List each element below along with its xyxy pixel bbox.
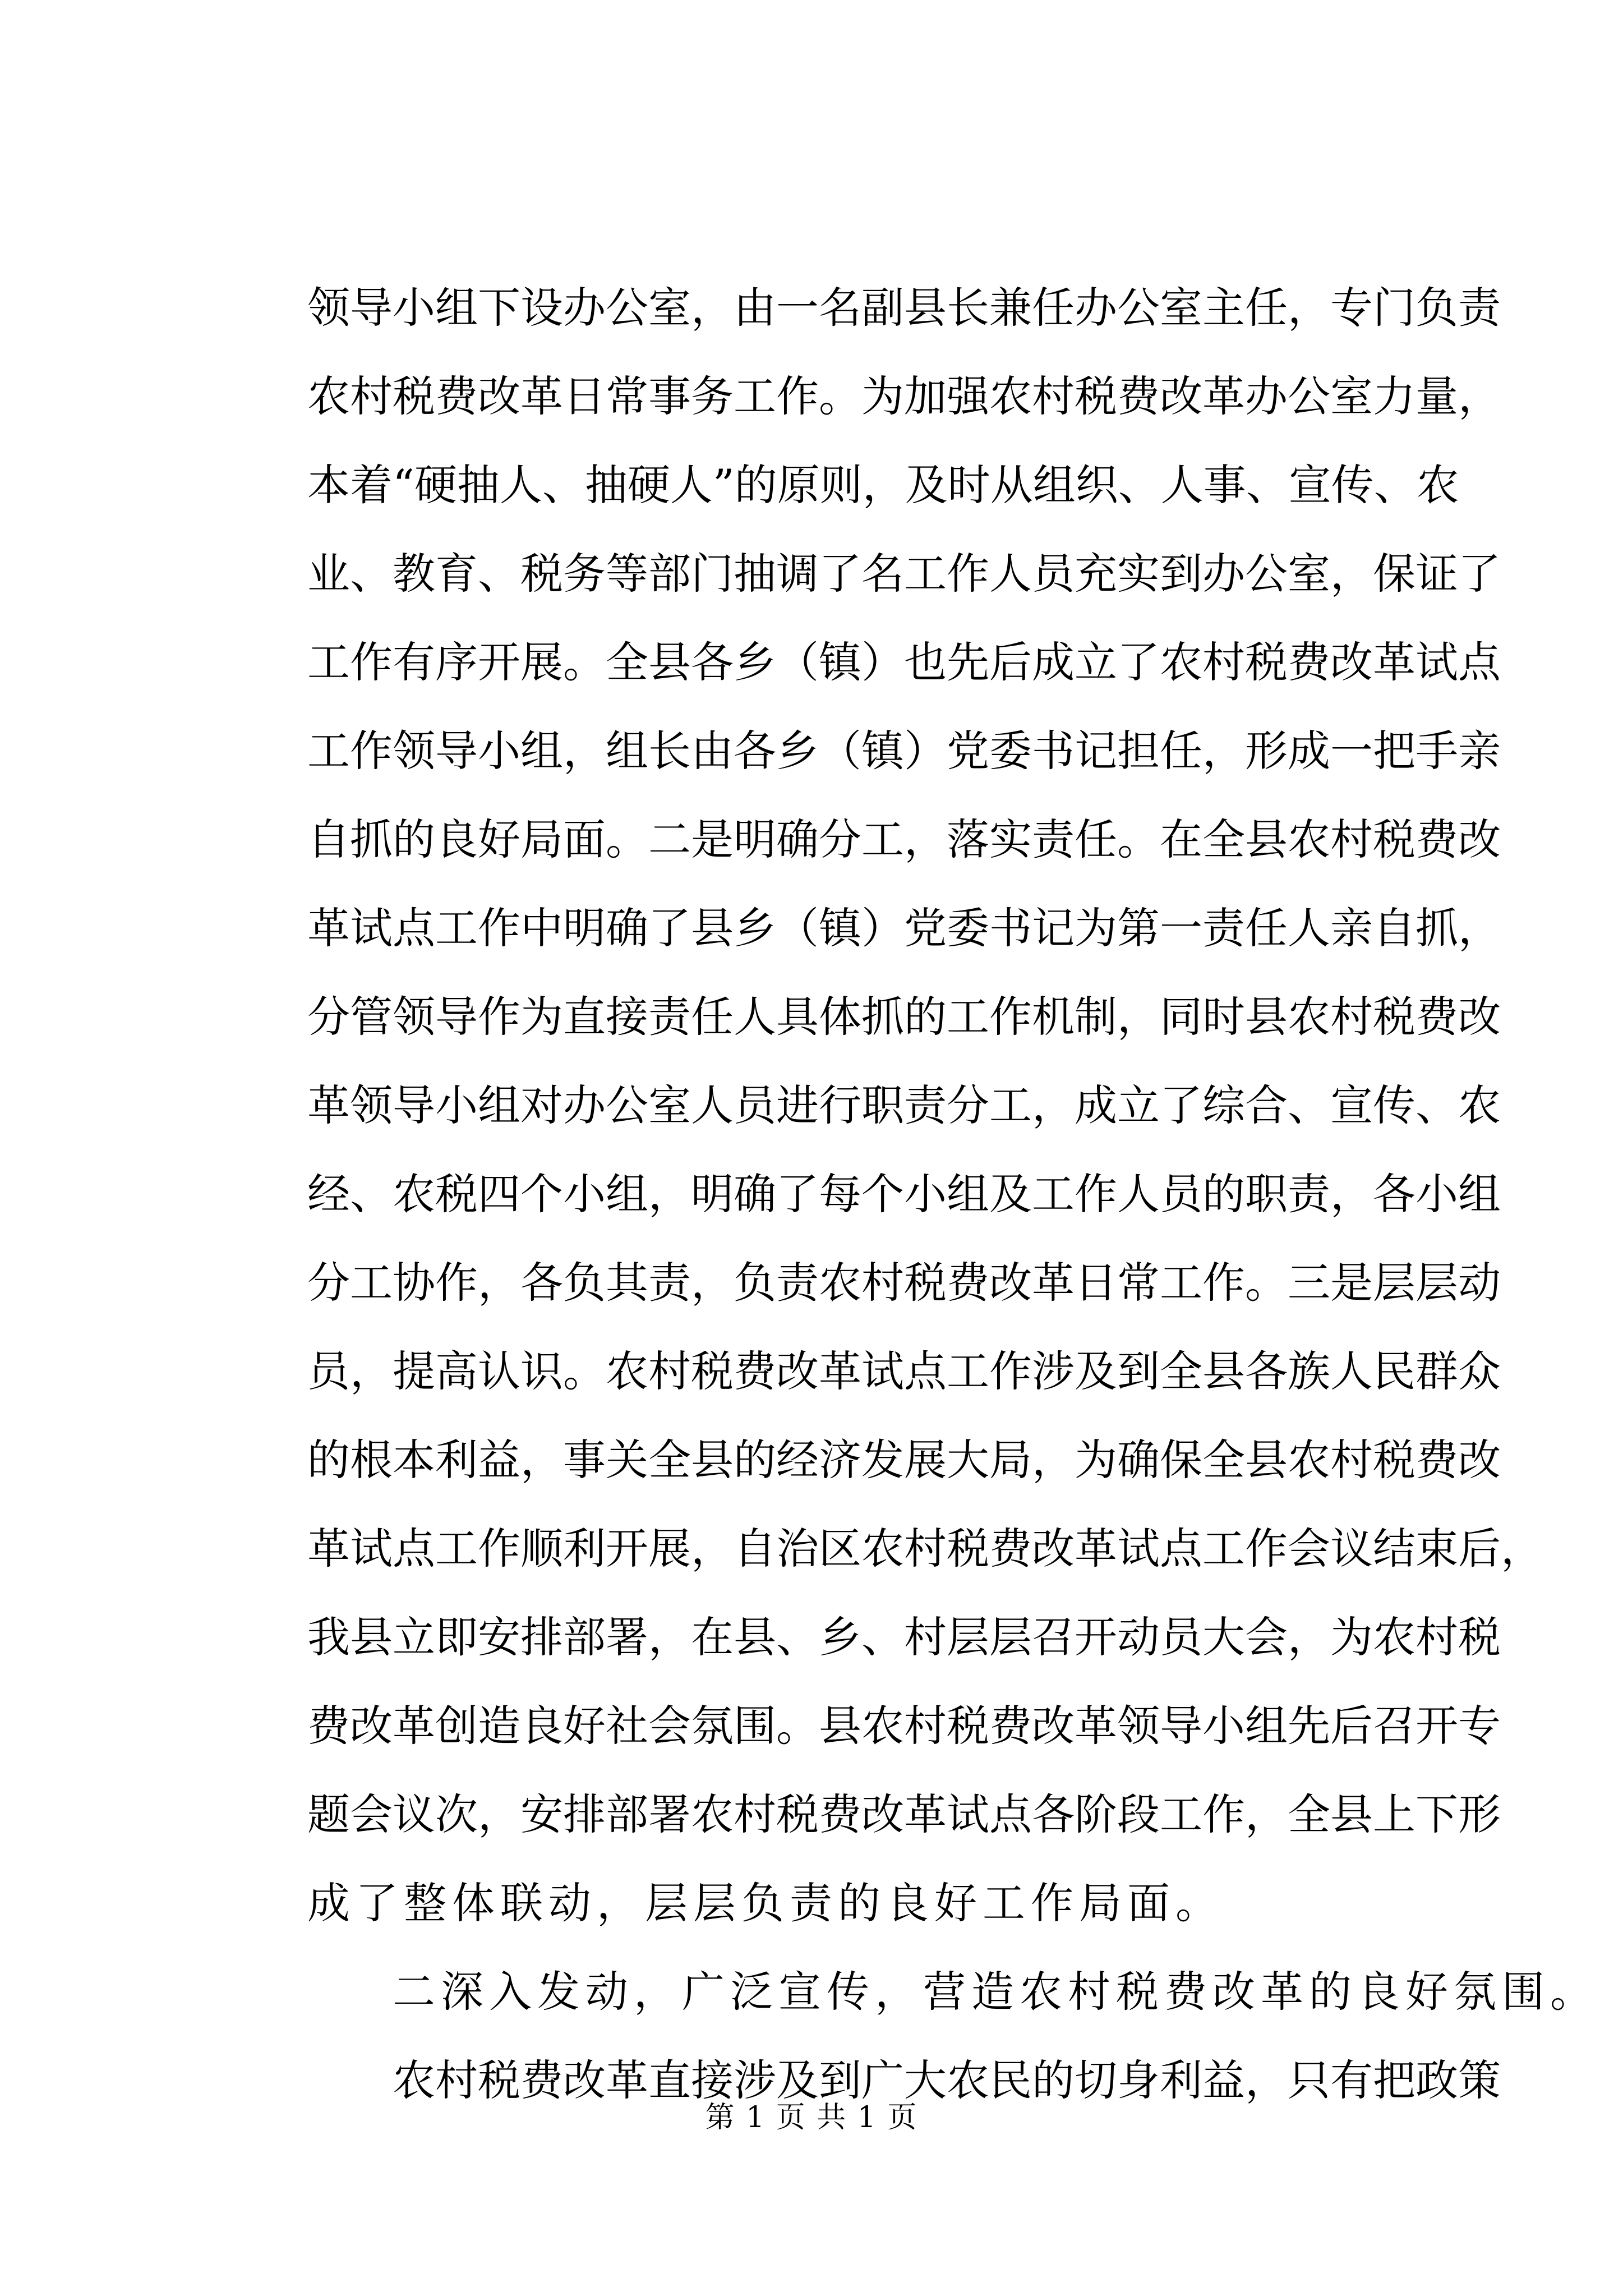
text-line: 成了整体联动，层层负责的良好工作局面。: [307, 1878, 1224, 1928]
text-line: 题会议次，安排部署农村税费改革试点各阶段工作，全县上下形: [307, 1789, 1501, 1839]
text-line: 革试点工作顺利开展，自治区农村税费改革试点工作会议结束后，: [307, 1524, 1543, 1573]
section-heading: 二深入发动，广泛宣传，营造农村税费改革的良好氛围。: [393, 1967, 1598, 2017]
text-line: 工作有序开展。全县各乡（镇）也先后成立了农村税费改革试点: [307, 637, 1501, 687]
document-body: [307, 264, 1598, 2125]
text-line: 费改革创造良好社会氛围。县农村税费改革领导小组先后召开专: [307, 1701, 1501, 1751]
text-line: 自抓的良好局面。二是明确分工，落实责任。在全县农村税费改: [307, 815, 1501, 864]
text-line: 农村税费改革直接涉及到广大农民的切身利益，只有把政策: [393, 2055, 1501, 2105]
page-footer: 第 1 页 共 1 页: [705, 2101, 918, 2134]
text-line: 经、农税四个小组，明确了每个小组及工作人员的职责，各小组: [307, 1169, 1501, 1219]
text-line: 本着“硬抽人、抽硬人”的原则，及时从组织、人事、宣传、农: [307, 460, 1459, 510]
text-line: 分工协作，各负其责，负责农村税费改革日常工作。三是层层动: [307, 1258, 1501, 1308]
text-line: 的根本利益，事关全县的经济发展大局，为确保全县农村税费改: [307, 1435, 1501, 1485]
text-line: 工作领导小组，组长由各乡（镇）党委书记担任，形成一把手亲: [307, 726, 1501, 776]
text-line: 革试点工作中明确了县乡（镇）党委书记为第一责任人亲自抓，: [307, 903, 1501, 953]
text-line: 领导小组下设办公室，由一名副县长兼任办公室主任，专门负责: [307, 283, 1501, 333]
text-line: 农村税费改革日常事务工作。为加强农村税费改革办公室力量，: [307, 371, 1501, 421]
text-line: 我县立即安排部署，在县、乡、村层层召开动员大会，为农村税: [307, 1612, 1501, 1662]
text-line: 员，提高认识。农村税费改革试点工作涉及到全县各族人民群众: [307, 1346, 1501, 1396]
text-line: 革领导小组对办公室人员进行职责分工，成立了综合、宣传、农: [307, 1080, 1501, 1130]
text-line: 分管领导作为直接责任人具体抓的工作机制，同时县农村税费改: [307, 992, 1501, 1042]
text-line: 业、教育、税务等部门抽调了名工作人员充实到办公室，保证了: [307, 549, 1501, 599]
